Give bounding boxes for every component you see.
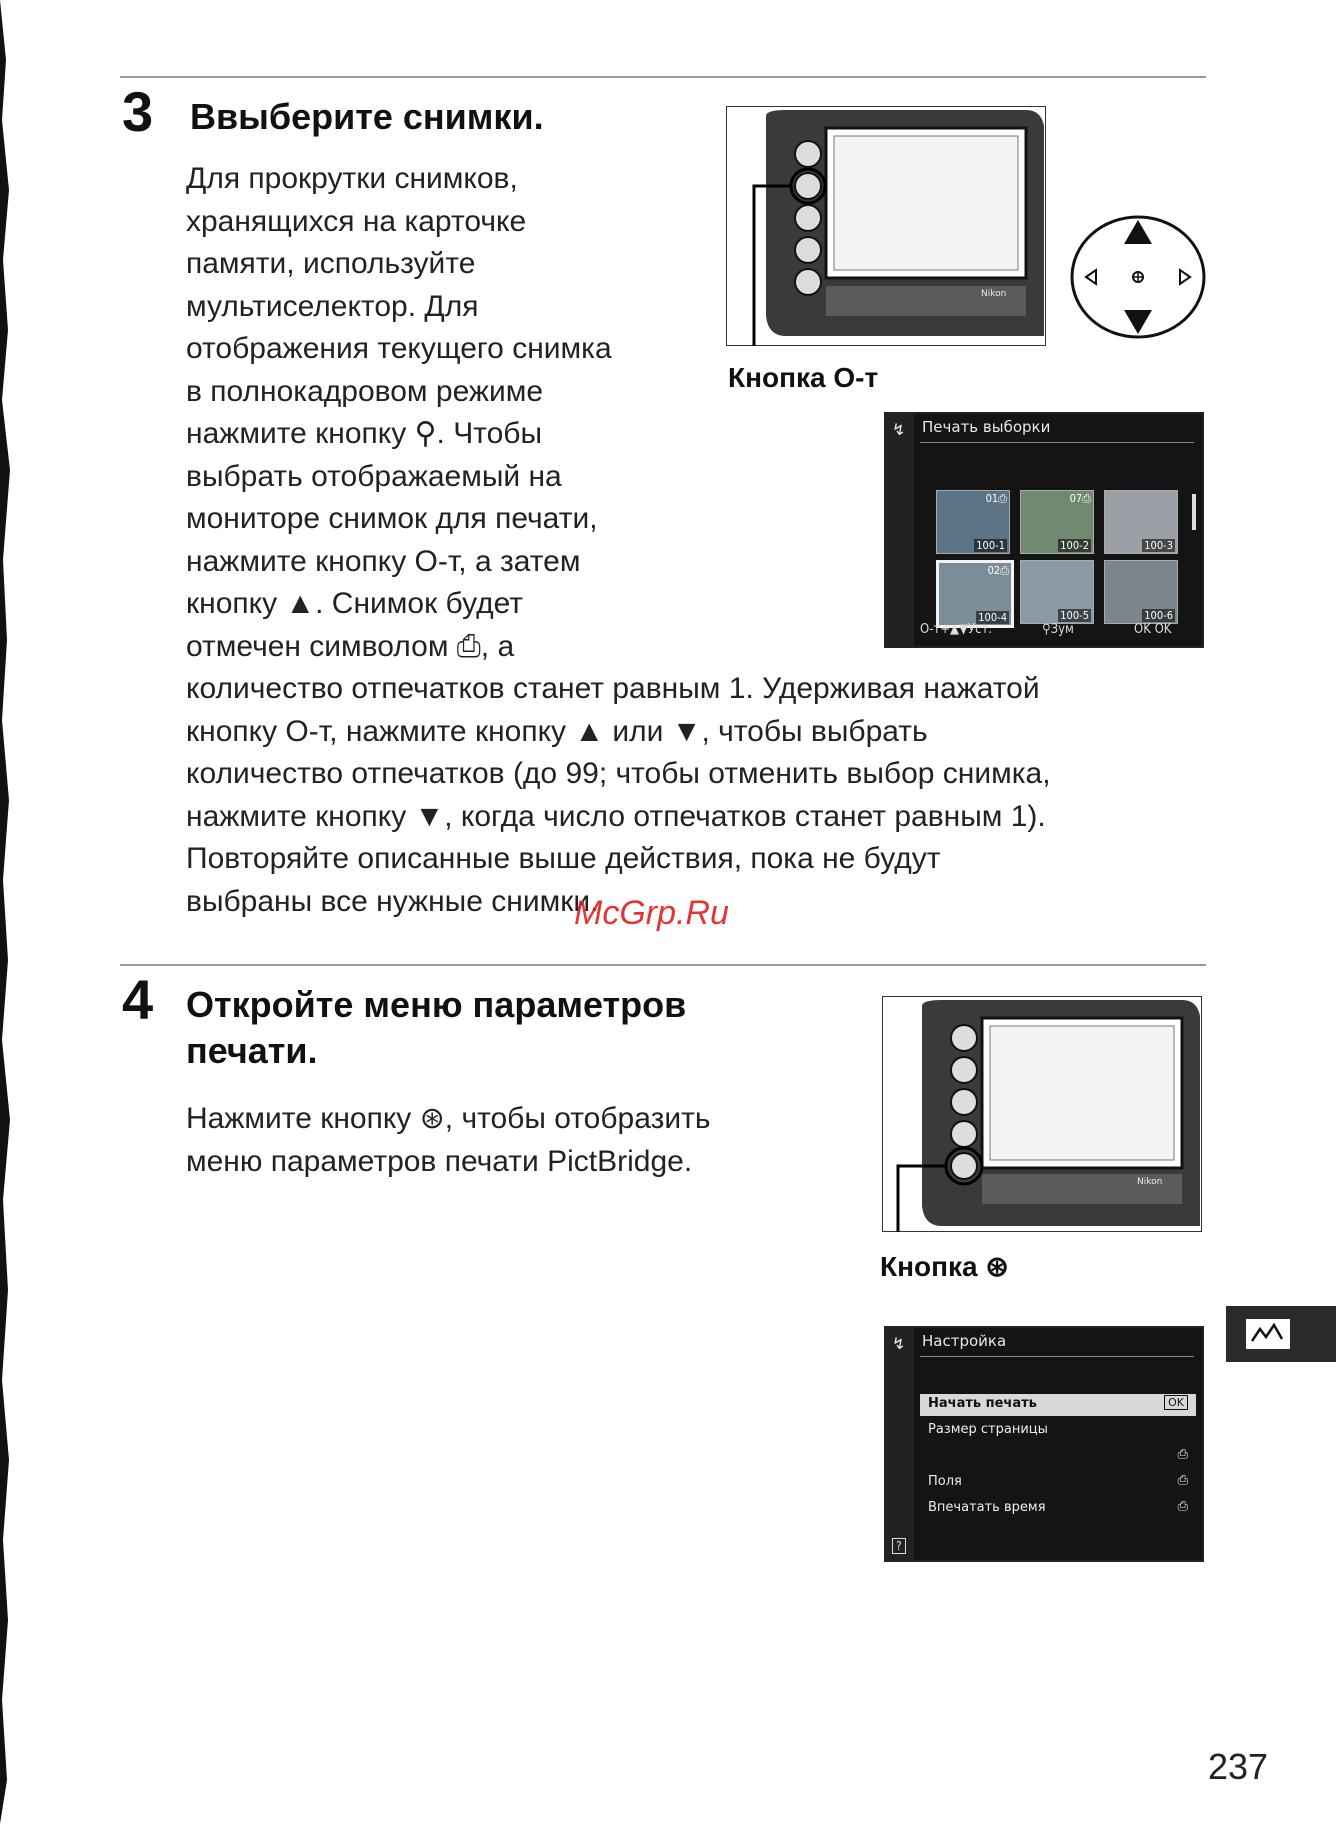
- text-line: Для прокрутки снимков,: [186, 162, 518, 195]
- thumbnail-selected[interactable]: [936, 560, 1014, 628]
- step4-body: [186, 1098, 710, 1183]
- screen-title: Печать выборки: [922, 418, 1051, 436]
- text-line: нажмите кнопку О‑т, а затем: [186, 544, 581, 578]
- text-line: хранящихся на карточке: [186, 204, 527, 238]
- thumbnail[interactable]: [1020, 560, 1094, 624]
- multi-selector-illustration: [1068, 212, 1208, 342]
- thumbnail-label: 100-4: [978, 611, 1007, 624]
- camera-brand-label: Nikon: [981, 289, 1007, 299]
- pictbridge-icon: ↯: [892, 420, 906, 439]
- text-line: выбрать отображаемый на: [186, 459, 562, 493]
- printer-icon: ⎙: [1177, 1447, 1188, 1462]
- menu-item-label: Начать печать: [928, 1396, 1037, 1411]
- lock-button-caption: Кнопка О‑т: [728, 362, 879, 393]
- pictbridge-icon: [1246, 1319, 1290, 1349]
- text-line: количество отпечатков станет равным 1. Удерживая нажатой: [186, 672, 1040, 705]
- screen-sidebar: [886, 1328, 914, 1560]
- print-selection-screen: [884, 412, 1204, 648]
- menu-item-start-print[interactable]: [920, 1394, 1196, 1416]
- step-heading: Ввыберите снимки.: [190, 96, 544, 137]
- print-count: 07⎙: [1069, 492, 1091, 505]
- title-divider: [920, 442, 1194, 443]
- menu-item-page-size[interactable]: [920, 1420, 1196, 1442]
- thumbnail-label: 100-2: [1060, 539, 1089, 552]
- thumbnail-label: 100-6: [1144, 609, 1173, 622]
- title-divider: [920, 1356, 1194, 1357]
- help-icon: ?: [892, 1538, 906, 1554]
- menu-item-label: Впечатать время: [928, 1500, 1046, 1515]
- print-setup-screen: [884, 1326, 1204, 1562]
- thumbnail-label: 100-1: [976, 539, 1005, 552]
- text-line: в полнокадровом режиме: [186, 374, 544, 408]
- camera-back-illustration-ok: [882, 996, 1202, 1232]
- text-line: отмечен символом ⎙, а: [186, 629, 515, 663]
- footer-zoom-hint: ⚲Зум: [1042, 622, 1074, 637]
- text-line: памяти, используйте: [186, 247, 476, 280]
- menu-item-blank[interactable]: [920, 1446, 1196, 1468]
- text-line: выбраны все нужные снимки.: [186, 884, 599, 918]
- screen-sidebar: [886, 414, 914, 646]
- scrollbar: [1192, 494, 1196, 530]
- print-count: 02⎙: [987, 564, 1009, 577]
- screen-footer: [920, 620, 1198, 642]
- menu-item-borders[interactable]: [920, 1472, 1196, 1494]
- page-edge: [0, 0, 14, 1824]
- step-heading-line: Откройте меню параметров: [186, 984, 687, 1025]
- text-line: нажмите кнопку ▼, когда число отпечатков станет равным 1).: [186, 799, 1046, 833]
- ok-button-caption: Кнопка ⊛: [880, 1251, 1009, 1282]
- step-number: 4: [122, 968, 154, 1031]
- pictbridge-icon: ↯: [892, 1334, 906, 1353]
- text-line: Повторяйте описанные выше действия, пока не будут: [186, 842, 941, 875]
- thumbnail[interactable]: [1104, 490, 1178, 554]
- camera-brand-label: Nikon: [1137, 1177, 1163, 1187]
- text-line: Нажмите кнопку ⊛, чтобы отобразить: [186, 1102, 711, 1135]
- ok-icon: OK: [1164, 1395, 1188, 1410]
- page-number: 237: [1208, 1746, 1269, 1787]
- text-line: количество отпечатков (до 99; чтобы отменить выбор снимка,: [186, 757, 1051, 790]
- camera-back-illustration: [726, 106, 1046, 346]
- print-count: 01⎙: [985, 492, 1007, 505]
- section-tab: [1226, 1306, 1336, 1362]
- printer-icon: ⎙: [1177, 1499, 1188, 1514]
- thumbnail-label: 100-5: [1060, 609, 1089, 622]
- section-divider: [120, 964, 1206, 966]
- watermark: McGrp.Ru: [574, 894, 729, 932]
- section-divider-top: [120, 76, 1206, 78]
- text-line: мультиселектор. Для: [186, 289, 479, 323]
- text-line: кнопку ▲. Снимок будет: [186, 587, 524, 620]
- menu-item-label: Поля: [928, 1474, 962, 1489]
- thumbnail[interactable]: [1020, 490, 1094, 554]
- footer-set-hint: О‑т+▲▼Уст.: [920, 622, 993, 637]
- text-line: мониторе снимок для печати,: [186, 502, 598, 535]
- menu-item-label: Размер страницы: [928, 1422, 1048, 1437]
- thumbnail-label: 100-3: [1144, 539, 1173, 552]
- step-heading: [186, 982, 686, 1074]
- step-number: 3: [122, 80, 154, 143]
- menu-item-time-stamp[interactable]: [920, 1498, 1196, 1520]
- step-heading-line: печати.: [186, 1030, 318, 1071]
- screen-title: Настройка: [922, 1332, 1007, 1350]
- text-line: кнопку О‑т, нажмите кнопку ▲ или ▼, чтобы выбрать: [186, 714, 928, 748]
- text-line: отображения текущего снимка: [186, 332, 612, 365]
- thumbnail[interactable]: [936, 490, 1010, 554]
- printer-icon: ⎙: [1177, 1473, 1188, 1488]
- text-line: меню параметров печати PictBridge.: [186, 1144, 693, 1178]
- text-line: нажмите кнопку ⚲. Чтобы: [186, 417, 543, 450]
- footer-ok-hint: OK OK: [1134, 622, 1172, 637]
- thumbnail[interactable]: [1104, 560, 1178, 624]
